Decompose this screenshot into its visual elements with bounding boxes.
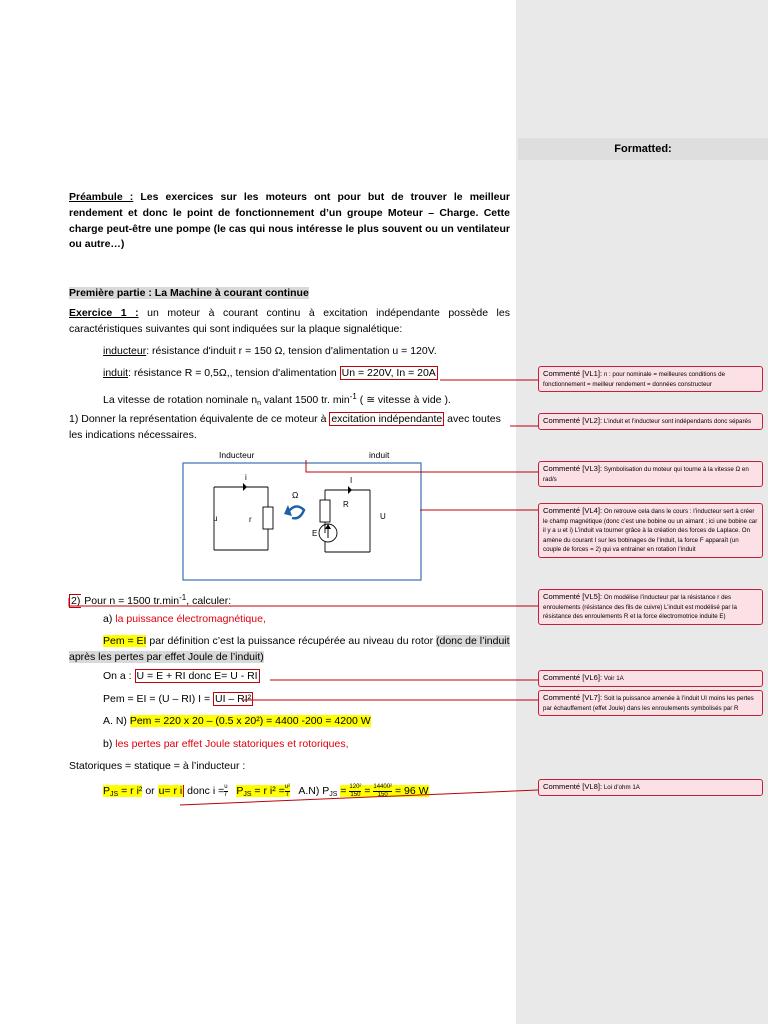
label-E: E	[312, 529, 318, 538]
comment-vl8[interactable]: Commenté [VL8]: Loi d’ohm 1A	[538, 779, 763, 796]
pjs-formula: $P_{JS} = r$ i² or u= r i donc i = $\frac{u}{r}$ $P_{JS} = r$ i² = $\frac{\text{u²}}{r}$ A.N) $P_{JS}$ = $\frac{\text{120²}}{150}$ = $\frac{\text{14400²}}{150} = 96$ W	[103, 783, 429, 798]
part1-title: Première partie : La Machine à courant continue	[69, 287, 309, 299]
preamble-text: Les exercices sur les moteurs ont pour but de trouver le meilleur rendement et donc le point de fonctionnement d’un groupe Moteur – Charge. Cette charge peut-être une pompe (le cas qui nous intéresse le plus souvent ou un ventilateur ou autre…)	[69, 191, 510, 251]
pem-expression: UI – RI²	[215, 693, 252, 705]
excitation-highlight: excitation indépendante	[331, 413, 443, 425]
comment-vl1[interactable]: Commenté [VL1]: n : pour nominale = meilleures conditions de fonctionnement = meilleur rendement = données constructeur	[538, 366, 763, 392]
comment-vl5[interactable]: Commenté [VL5]: On modélise l’inducteur par la résistance r des enroulements (résistance des fils de cuivre) L’induit est modélisé par la résistance des enroulements R et la force électromotrice induite E)	[538, 589, 763, 625]
comment-vl7[interactable]: Commenté [VL7]: Soit la puissance amenée à l’induit UI moins les pertes par échauffement (effet Joule) dans les enroulements symbolisés par R	[538, 690, 763, 716]
an-pem: A. N) Pem = 220 x 20 – (0.5 x 20²) = 4400 -200 = 4200 W	[103, 715, 371, 727]
I-arrow	[348, 486, 352, 494]
question-2: 2) Pour n = 1500 $tr.\min^{-1}$, calculer:	[71, 593, 232, 607]
label-i: i	[245, 473, 247, 482]
pem-definition: Pem = EI par définition c’est la puissance récupérée au niveau du rotor (donc de l’induit après les pertes par effet Joule de l’induit)	[69, 635, 510, 663]
label-omega: Ω	[292, 490, 299, 500]
question-a: a) la puissance électromagnétique,	[103, 613, 266, 625]
exercise-text: un moteur à courant continu à excitation indépendante possède les caractéristiques suivantes qui sont indiquées sur la plaque signalétique:	[69, 307, 510, 335]
label-U: U	[380, 512, 386, 521]
exercise-label: Exercice 1 :	[69, 307, 139, 319]
e-equation: U = E + RI donc E= U - RI	[136, 670, 258, 682]
speed-line: La vitesse de rotation nominale $n_n$ valant 1500 tr. $\min^{-1}$ ( ≅ vitesse à vide ).	[103, 392, 451, 407]
label-induit: induit	[369, 450, 390, 460]
induit-line: induit: résistance R = 0,5Ω,, tension d'alimentation Un = 220V, In = 20A	[103, 367, 436, 379]
label-R: R	[343, 500, 349, 509]
comments-pane-title: Formatted:	[518, 138, 768, 160]
pem-highlight: Pem = EI	[103, 635, 147, 647]
label-r: r	[249, 515, 252, 524]
pem-equation: Pem = EI = (U – RI) I = UI – RI²	[103, 693, 252, 705]
question-b: b) les pertes par effet Joule statoriques et rotoriques,	[103, 738, 349, 750]
inducteur-circuit	[214, 487, 273, 550]
i-arrow	[243, 483, 247, 491]
comment-vl3[interactable]: Commenté [VL3]: Symbolisation du moteur qui tourne à la vitesse Ω en rad/s	[538, 461, 763, 487]
label-I: I	[350, 476, 353, 485]
on-a-line: On a : U = E + RI donc E= U - RI	[103, 670, 258, 682]
comment-vl6[interactable]: Commenté [VL6]: Voir 1A	[538, 670, 763, 687]
comment-vl2[interactable]: Commenté [VL2]: L’induit et l’inducteur sont indépendants donc séparés	[538, 413, 763, 430]
preamble-label: Préambule :	[69, 191, 134, 203]
label-inducteur: Inducteur	[219, 450, 255, 460]
source-arrow-head	[325, 524, 331, 529]
comment-vl4[interactable]: Commenté [VL4]: On retrouve cela dans le cours : l’inducteur sert à créer le champ magnétique (donc c’est une bobine ou un aimant ; ici une bobine car il y a u et i) L’induit va tourner grâce à la création des forces de Laplace. On amène du courant I sur les bobinages de l’induit, la force F apparaît (un couple de forces = 2) qui va entrainer en rotation l’induit	[538, 503, 763, 558]
diagram-frame	[183, 463, 421, 580]
question-1: 1) Donner la représentation équivalente de ce moteur à excitation indépendante avec toutes les indications nécessaires.	[69, 413, 501, 441]
inducteur-line: inducteur: résistance d'induit r = 150 Ω, tension d'alimentation u = 120V.	[103, 345, 437, 357]
label-u: u	[213, 514, 218, 523]
pem-result: Pem = 220 x 20 – (0.5 x 20²) = 4400 -200 = 4200 W	[129, 715, 371, 727]
induit-ratings: Un = 220V, In = 20A	[341, 367, 436, 379]
statoriques-line: Statoriques = statique = à l’inducteur :	[69, 760, 246, 772]
